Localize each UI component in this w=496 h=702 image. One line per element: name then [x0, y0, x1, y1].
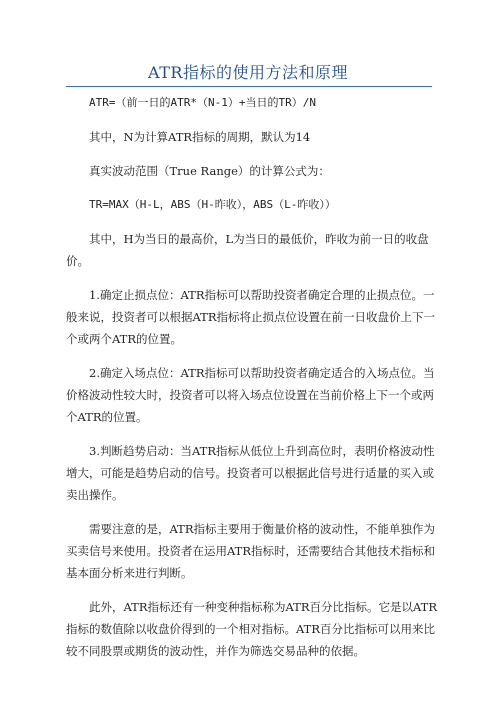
page-title: ATR指标的使用方法和原理	[148, 63, 348, 82]
paragraph-atr-percent: 此外，ATR指标还有一种变种指标称为ATR百分比指标。它是以ATR指标的数值除以收盘价得到的一个相对指标。ATR百分比指标可以用来比较不同股票或期货的波动性，并作为筛选交易品种的依据。	[66, 600, 438, 658]
atr-formula: ATR=（前一日的ATR*（N-1）+当日的TR）/N	[89, 96, 316, 109]
document-body	[66, 92, 438, 674]
paragraph-n-definition: 其中，N为计算ATR指标的周期，默认为14	[89, 130, 311, 144]
paragraph-caution: 需要注意的是，ATR指标主要用于衡量价格的波动性，不能单独作为买卖信号来使用。投资者在运用ATR指标时，还需要结合其他技术指标和基本面分析来进行判断。	[66, 522, 436, 580]
paragraph-tr-intro: 真实波动范围（True Range）的计算公式为：	[89, 164, 330, 178]
tr-formula: TR=MAX（H-L，ABS（H-昨收），ABS（L-昨收））	[89, 198, 336, 211]
title-divider	[66, 86, 432, 87]
paragraph-variables: 其中，H为当日的最高价，L为当日的最低价，昨收为前一日的收盘价。	[66, 232, 429, 268]
paragraph-stop-loss: 1.确定止损点位：ATR指标可以帮助投资者确定合理的止损点位。一般来说，投资者可以根据ATR指标将止损点位设置在前一日收盘价上下一个或两个ATR的位置。	[66, 288, 436, 346]
paragraph-entry-point: 2.确定入场点位：ATR指标可以帮助投资者确定适合的入场点位。当价格波动性较大时，投资者可以将入场点位设置在当前价格上下一个或两个ATR的位置。	[66, 366, 435, 424]
paragraph-trend-start: 3.判断趋势启动：当ATR指标从低位上升到高位时，表明价格波动性增大，可能是趋势启动的信号。投资者可以根据此信号进行适量的买入或卖出操作。	[66, 444, 435, 502]
